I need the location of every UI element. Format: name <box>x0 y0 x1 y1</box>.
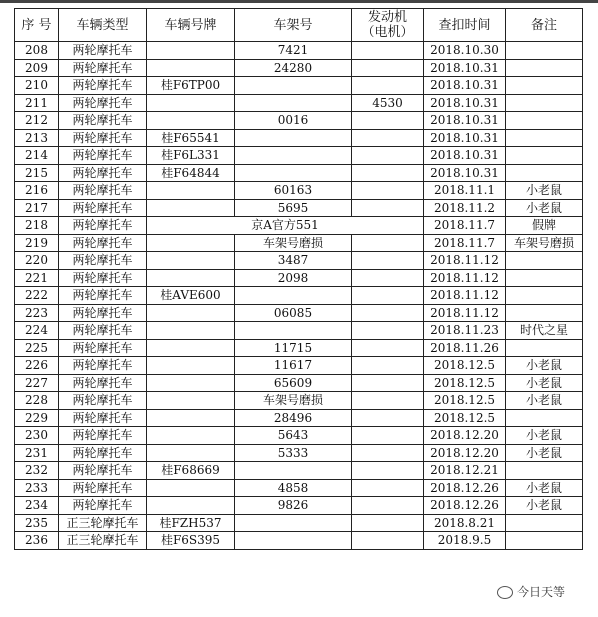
cell-engine <box>352 77 424 95</box>
cell-note: 小老鼠 <box>506 427 583 445</box>
cell-type: 两轮摩托车 <box>59 409 147 427</box>
table-row <box>15 409 583 427</box>
cell-frame <box>235 164 352 182</box>
cell-date: 2018.11.12 <box>424 304 506 322</box>
cell-index: 214 <box>15 147 59 165</box>
cell-frame: 28496 <box>235 409 352 427</box>
cell-type: 两轮摩托车 <box>59 129 147 147</box>
cell-engine <box>352 532 424 550</box>
cell-date: 2018.12.20 <box>424 444 506 462</box>
cell-type: 两轮摩托车 <box>59 392 147 410</box>
cell-index: 222 <box>15 287 59 305</box>
table-row <box>15 147 583 165</box>
cell-type: 两轮摩托车 <box>59 234 147 252</box>
cell-index: 211 <box>15 94 59 112</box>
header-note: 备注 <box>506 9 583 42</box>
table-row <box>15 497 583 515</box>
table-row <box>15 182 583 200</box>
cell-frame: 0016 <box>235 112 352 130</box>
cell-plate <box>147 94 235 112</box>
cell-engine <box>352 322 424 340</box>
cell-engine <box>352 392 424 410</box>
table-row <box>15 427 583 445</box>
cell-frame <box>235 287 352 305</box>
header-date: 查扣时间 <box>424 9 506 42</box>
cell-type: 正三轮摩托车 <box>59 514 147 532</box>
cell-note: 小老鼠 <box>506 479 583 497</box>
cell-index: 220 <box>15 252 59 270</box>
table-row <box>15 479 583 497</box>
cell-engine <box>352 269 424 287</box>
table-row <box>15 59 583 77</box>
cell-note: 小老鼠 <box>506 444 583 462</box>
cell-frame: 24280 <box>235 59 352 77</box>
cell-index: 217 <box>15 199 59 217</box>
cell-type: 两轮摩托车 <box>59 94 147 112</box>
cell-type: 两轮摩托车 <box>59 322 147 340</box>
cell-date: 2018.11.26 <box>424 339 506 357</box>
table-row <box>15 322 583 340</box>
cell-type: 两轮摩托车 <box>59 374 147 392</box>
cell-frame <box>235 462 352 480</box>
cell-date: 2018.9.5 <box>424 532 506 550</box>
cell-type: 两轮摩托车 <box>59 77 147 95</box>
cell-frame: 4858 <box>235 479 352 497</box>
cell-date: 2018.8.21 <box>424 514 506 532</box>
cell-frame <box>235 77 352 95</box>
cell-date: 2018.11.7 <box>424 217 506 235</box>
header-type: 车辆类型 <box>59 9 147 42</box>
cell-index: 233 <box>15 479 59 497</box>
cell-type: 两轮摩托车 <box>59 304 147 322</box>
cell-note <box>506 304 583 322</box>
cell-note <box>506 42 583 60</box>
cell-frame: 11715 <box>235 339 352 357</box>
cell-plate <box>147 304 235 322</box>
cell-type: 两轮摩托车 <box>59 497 147 515</box>
seized-vehicles-table <box>14 8 583 550</box>
cell-type: 两轮摩托车 <box>59 59 147 77</box>
cell-type: 两轮摩托车 <box>59 217 147 235</box>
cell-engine <box>352 252 424 270</box>
cell-type: 两轮摩托车 <box>59 199 147 217</box>
cell-date: 2018.10.31 <box>424 94 506 112</box>
cell-note: 小老鼠 <box>506 497 583 515</box>
watermark-text: 今日天等 <box>517 585 566 599</box>
cell-engine <box>352 479 424 497</box>
cell-index: 236 <box>15 532 59 550</box>
cell-date: 2018.11.7 <box>424 234 506 252</box>
header-engine-line1: 发动机 <box>367 10 407 25</box>
cell-note: 小老鼠 <box>506 374 583 392</box>
table-body <box>15 42 583 550</box>
table-row <box>15 234 583 252</box>
cell-date: 2018.12.20 <box>424 427 506 445</box>
cell-engine <box>352 497 424 515</box>
cell-frame: 7421 <box>235 42 352 60</box>
cell-frame <box>235 94 352 112</box>
cell-date: 2018.10.31 <box>424 77 506 95</box>
cell-index: 216 <box>15 182 59 200</box>
table-row <box>15 444 583 462</box>
cell-plate: 桂F6S395 <box>147 532 235 550</box>
cell-index: 215 <box>15 164 59 182</box>
cell-engine <box>352 304 424 322</box>
cell-plate <box>147 339 235 357</box>
cell-frame: 5695 <box>235 199 352 217</box>
table-row <box>15 514 583 532</box>
cell-type: 两轮摩托车 <box>59 427 147 445</box>
cell-index: 228 <box>15 392 59 410</box>
cell-type: 两轮摩托车 <box>59 147 147 165</box>
cell-note: 小老鼠 <box>506 357 583 375</box>
cell-note <box>506 77 583 95</box>
header-engine <box>352 9 424 42</box>
cell-plate <box>147 182 235 200</box>
cell-note <box>506 112 583 130</box>
cell-plate: 桂F68669 <box>147 462 235 480</box>
table-row <box>15 304 583 322</box>
cell-note <box>506 164 583 182</box>
cell-date: 2018.11.12 <box>424 252 506 270</box>
cell-engine <box>352 444 424 462</box>
header-plate: 车辆号牌 <box>147 9 235 42</box>
cell-frame <box>235 322 352 340</box>
cell-type: 两轮摩托车 <box>59 182 147 200</box>
cell-note: 小老鼠 <box>506 199 583 217</box>
cell-date: 2018.10.30 <box>424 42 506 60</box>
cell-type: 两轮摩托车 <box>59 164 147 182</box>
cell-plate: 桂AVE600 <box>147 287 235 305</box>
cell-type: 两轮摩托车 <box>59 339 147 357</box>
cell-plate: 桂F64844 <box>147 164 235 182</box>
cell-note <box>506 409 583 427</box>
cell-date: 2018.10.31 <box>424 129 506 147</box>
cell-plate <box>147 112 235 130</box>
table-row <box>15 392 583 410</box>
cell-plate: 桂FZH537 <box>147 514 235 532</box>
cell-engine <box>352 147 424 165</box>
cell-note <box>506 129 583 147</box>
cell-index: 209 <box>15 59 59 77</box>
table-row <box>15 164 583 182</box>
cell-type: 正三轮摩托车 <box>59 532 147 550</box>
cell-frame <box>235 532 352 550</box>
cell-frame: 车架号磨损 <box>235 392 352 410</box>
cell-date: 2018.10.31 <box>424 147 506 165</box>
cell-plate <box>147 427 235 445</box>
cell-frame: 3487 <box>235 252 352 270</box>
cell-engine <box>352 427 424 445</box>
cell-engine <box>352 462 424 480</box>
cell-engine <box>352 357 424 375</box>
cell-engine: 4530 <box>352 94 424 112</box>
wechat-icon <box>497 586 513 599</box>
cell-plate <box>147 234 235 252</box>
table-row <box>15 199 583 217</box>
cell-engine <box>352 287 424 305</box>
cell-date: 2018.12.5 <box>424 409 506 427</box>
cell-frame: 2098 <box>235 269 352 287</box>
cell-plate <box>147 357 235 375</box>
cell-plate: 桂F65541 <box>147 129 235 147</box>
header-engine-line2: （电机） <box>361 25 414 40</box>
cell-plate <box>147 444 235 462</box>
cell-plate <box>147 199 235 217</box>
cell-frame: 60163 <box>235 182 352 200</box>
cell-plate <box>147 252 235 270</box>
table-row <box>15 462 583 480</box>
cell-plate <box>147 479 235 497</box>
table-row <box>15 42 583 60</box>
cell-type: 两轮摩托车 <box>59 479 147 497</box>
table-row <box>15 374 583 392</box>
cell-engine <box>352 42 424 60</box>
cell-index: 213 <box>15 129 59 147</box>
cell-note <box>506 252 583 270</box>
cell-note: 小老鼠 <box>506 392 583 410</box>
cell-engine <box>352 514 424 532</box>
cell-note: 小老鼠 <box>506 182 583 200</box>
top-title-strip <box>0 0 598 8</box>
cell-index: 212 <box>15 112 59 130</box>
cell-index: 225 <box>15 339 59 357</box>
cell-engine <box>352 59 424 77</box>
cell-frame <box>235 129 352 147</box>
cell-date: 2018.12.5 <box>424 357 506 375</box>
cell-type: 两轮摩托车 <box>59 444 147 462</box>
cell-frame: 5643 <box>235 427 352 445</box>
cell-engine <box>352 129 424 147</box>
cell-index: 218 <box>15 217 59 235</box>
cell-index: 226 <box>15 357 59 375</box>
cell-date: 2018.12.5 <box>424 374 506 392</box>
cell-note <box>506 269 583 287</box>
cell-date: 2018.11.1 <box>424 182 506 200</box>
cell-engine <box>352 339 424 357</box>
cell-date: 2018.11.23 <box>424 322 506 340</box>
cell-plate: 桂F6L331 <box>147 147 235 165</box>
table-row <box>15 217 583 235</box>
cell-frame: 65609 <box>235 374 352 392</box>
table-row <box>15 357 583 375</box>
cell-date: 2018.11.2 <box>424 199 506 217</box>
cell-note <box>506 339 583 357</box>
cell-engine <box>352 374 424 392</box>
table-row <box>15 532 583 550</box>
header-frame: 车架号 <box>235 9 352 42</box>
cell-plate <box>147 409 235 427</box>
table-row <box>15 339 583 357</box>
cell-note <box>506 147 583 165</box>
cell-note <box>506 532 583 550</box>
header-row <box>15 9 583 42</box>
cell-frame: 9826 <box>235 497 352 515</box>
cell-note: 车架号磨损 <box>506 234 583 252</box>
cell-plate <box>147 42 235 60</box>
table-row <box>15 77 583 95</box>
cell-index: 234 <box>15 497 59 515</box>
cell-index: 231 <box>15 444 59 462</box>
cell-index: 219 <box>15 234 59 252</box>
cell-engine <box>352 409 424 427</box>
cell-engine <box>352 164 424 182</box>
cell-date: 2018.10.31 <box>424 112 506 130</box>
cell-type: 两轮摩托车 <box>59 112 147 130</box>
cell-date: 2018.10.31 <box>424 164 506 182</box>
cell-index: 230 <box>15 427 59 445</box>
cell-date: 2018.11.12 <box>424 269 506 287</box>
cell-plate <box>147 392 235 410</box>
cell-index: 221 <box>15 269 59 287</box>
cell-note: 时代之星 <box>506 322 583 340</box>
cell-type: 两轮摩托车 <box>59 287 147 305</box>
cell-type: 两轮摩托车 <box>59 269 147 287</box>
cell-index: 229 <box>15 409 59 427</box>
table-row <box>15 269 583 287</box>
cell-plate <box>147 322 235 340</box>
cell-frame: 5333 <box>235 444 352 462</box>
cell-frame: 车架号磨损 <box>235 234 352 252</box>
cell-engine <box>352 112 424 130</box>
cell-plate <box>147 497 235 515</box>
cell-merged-plate-frame-engine: 京A官方551 <box>147 217 424 235</box>
table-row <box>15 129 583 147</box>
cell-date: 2018.12.5 <box>424 392 506 410</box>
table-row <box>15 287 583 305</box>
table-row <box>15 112 583 130</box>
watermark <box>497 583 565 600</box>
cell-frame: 11617 <box>235 357 352 375</box>
cell-date: 2018.11.12 <box>424 287 506 305</box>
cell-index: 223 <box>15 304 59 322</box>
cell-note <box>506 94 583 112</box>
cell-note: 假牌 <box>506 217 583 235</box>
cell-engine <box>352 182 424 200</box>
cell-index: 210 <box>15 77 59 95</box>
cell-date: 2018.12.26 <box>424 497 506 515</box>
cell-index: 232 <box>15 462 59 480</box>
cell-index: 208 <box>15 42 59 60</box>
cell-plate: 桂F6TP00 <box>147 77 235 95</box>
cell-note <box>506 59 583 77</box>
cell-frame: 06085 <box>235 304 352 322</box>
cell-plate <box>147 59 235 77</box>
cell-date: 2018.10.31 <box>424 59 506 77</box>
cell-date: 2018.12.26 <box>424 479 506 497</box>
cell-type: 两轮摩托车 <box>59 462 147 480</box>
cell-note <box>506 287 583 305</box>
table-row <box>15 252 583 270</box>
cell-frame <box>235 147 352 165</box>
cell-frame <box>235 514 352 532</box>
cell-type: 两轮摩托车 <box>59 252 147 270</box>
cell-note <box>506 462 583 480</box>
cell-index: 224 <box>15 322 59 340</box>
cell-date: 2018.12.21 <box>424 462 506 480</box>
cell-type: 两轮摩托车 <box>59 357 147 375</box>
cell-engine <box>352 199 424 217</box>
cell-index: 227 <box>15 374 59 392</box>
table-row <box>15 94 583 112</box>
cell-engine <box>352 234 424 252</box>
cell-note <box>506 514 583 532</box>
header-index: 序 号 <box>15 9 59 42</box>
cell-plate <box>147 269 235 287</box>
cell-index: 235 <box>15 514 59 532</box>
cell-type: 两轮摩托车 <box>59 42 147 60</box>
cell-plate <box>147 374 235 392</box>
